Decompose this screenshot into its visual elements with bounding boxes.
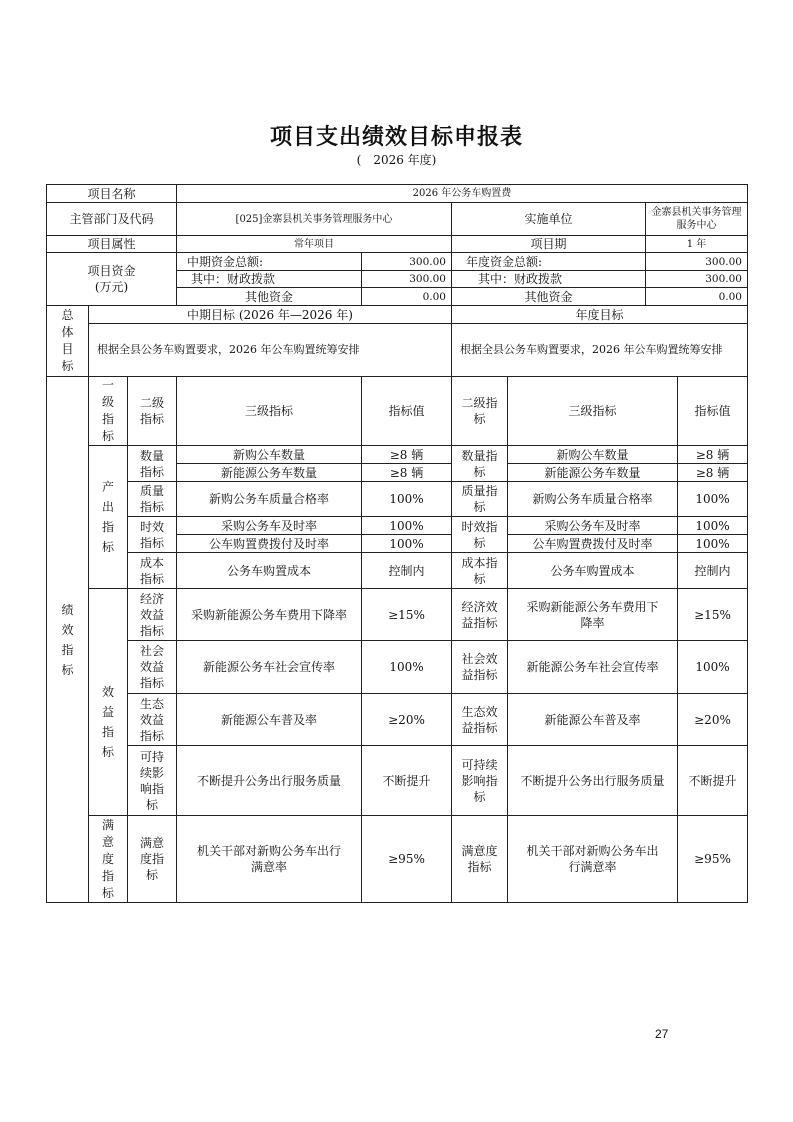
year-fiscal-label: 其中：财政拨款 [452,271,646,288]
ecological-l3: 新能源公车普及率 [177,694,362,746]
header-value-right: 指标值 [678,377,748,446]
economic-v: ≥15% [362,589,452,641]
goals-label [47,306,89,377]
mid-other-label: 其他资金 [177,288,362,306]
mid-fiscal-label: 其中：财政拨款 [177,271,362,288]
header-level1 [89,377,128,446]
satisfaction-l2 [128,816,177,903]
sustainable-vr: 不断提升 [678,746,748,816]
header-level3-right: 三级指标 [508,377,678,446]
economic-l3r [508,589,678,641]
ecological-l2-text: 生态效益指标 [139,696,164,743]
year-fiscal-value: 300.00 [646,271,748,288]
page-number: 27 [655,1027,669,1041]
mid-total-label: 中期资金总额: [177,253,362,271]
social-l2 [128,641,177,694]
quantity-l3-2: 新能源公务车数量 [177,464,362,482]
mid-goal-text: 根据全县公务车购置要求，2026 年公车购置统筹安排 [89,324,452,377]
quantity-vr-2: ≥8 辆 [678,464,748,482]
timeliness-l3r-2: 公车购置费拨付及时率 [508,535,678,553]
year-other-label: 其他资金 [452,288,646,306]
dept-label: 主管部门及代码 [47,203,177,236]
quantity-l3-1: 新购公车数量 [177,446,362,464]
quality-l2-right [452,482,508,517]
satisfaction-l3-text: 机关干部对新购公务车出行满意率 [196,844,341,874]
quality-l2 [128,482,177,517]
economic-l2-text: 经济效益指标 [139,591,164,638]
timeliness-v-1: 100% [362,517,452,535]
header-level3: 三级指标 [177,377,362,446]
quantity-l2-text: 数量指标 [139,448,164,479]
ecological-vr: ≥20% [678,694,748,746]
attr-value: 常年项目 [177,236,452,253]
attr-label: 项目属性 [47,236,177,253]
social-vr: 100% [678,641,748,694]
year-total-label: 年度资金总额: [452,253,646,271]
cost-l2-right-text: 成本指标 [461,555,498,586]
mid-total-value: 300.00 [362,253,452,271]
timeliness-l2 [128,517,177,553]
social-l3r: 新能源公务车社会宣传率 [508,641,678,694]
satisfaction-vr: ≥95% [678,816,748,903]
year-total-value: 300.00 [646,253,748,271]
quality-l2-right-text: 质量指标 [461,484,498,514]
sustainable-l3: 不断提升公务出行服务质量 [177,746,362,816]
year-other-value: 0.00 [646,288,748,306]
output-label [89,446,128,589]
social-l3: 新能源公务车社会宣传率 [177,641,362,694]
quality-l3r: 新购公务车质量合格率 [508,482,678,517]
cost-l2-text: 成本指标 [139,555,164,586]
fund-unit: (万元) [94,280,129,294]
benefit-label-text: 效益指标 [101,685,114,759]
fund-label-text: 项目资金 [87,264,136,278]
benefit-label [89,589,128,816]
satisfaction-l2-text: 满意度指标 [139,836,164,882]
sustainable-l2-right-text: 可持续影响指标 [461,757,498,804]
timeliness-l2-right [452,517,508,553]
social-l2-right [452,641,508,694]
quality-v: 100% [362,482,452,517]
header-value: 指标值 [362,377,452,446]
quality-l2-text: 质量指标 [139,484,164,514]
performance-table [46,184,748,903]
economic-vr: ≥15% [678,589,748,641]
ecological-l2-right-text: 生态效益指标 [461,704,498,735]
page-title: 项目支出绩效目标申报表 [269,125,523,150]
ecological-l2-right [452,694,508,746]
satisfaction-l2-right-text: 满意度指标 [461,844,498,874]
cost-l2 [128,553,177,589]
year-goal-text: 根据全县公务车购置要求，2026 年公车购置统筹安排 [452,324,748,377]
satisfaction-l3r-text: 机关干部对新购公务车出行满意率 [526,844,659,874]
satisfaction-l2-right [452,816,508,903]
satisfaction-label-text: 满意度指标 [101,817,114,900]
economic-l3 [177,589,362,641]
header-level1-text: 一级指标 [101,378,114,443]
timeliness-l3-2: 公车购置费拨付及时率 [177,535,362,553]
sustainable-l2-right [452,746,508,816]
satisfaction-l3r [508,816,678,903]
satisfaction-l3 [177,816,362,903]
impl-label: 实施单位 [452,203,646,236]
quantity-v-2: ≥8 辆 [362,464,452,482]
mid-other-value: 0.00 [362,288,452,306]
impl-value: 金寨县机关事务管理服务中心 [646,203,748,236]
period-value: 1 年 [646,236,748,253]
cost-l2-right [452,553,508,589]
satisfaction-v: ≥95% [362,816,452,903]
quality-l3: 新购公务车质量合格率 [177,482,362,517]
social-v: 100% [362,641,452,694]
cost-l3r: 公务车购置成本 [508,553,678,589]
header-level2-right [452,377,508,446]
project-name-value: 2026 年公务车购置费 [177,185,748,203]
sustainable-l2-text: 可持续影响指标 [139,749,164,812]
dept-value: [025]金寨县机关事务管理服务中心 [177,203,452,236]
ecological-l3r: 新能源公车普及率 [508,694,678,746]
quality-vr: 100% [678,482,748,517]
timeliness-l3-1: 采购公务车及时率 [177,517,362,535]
mid-goal-header: 中期目标 (2026 年—2026 年) [89,306,452,324]
sustainable-l2 [128,746,177,816]
header-level2 [128,377,177,446]
quantity-l3r-1: 新购公车数量 [508,446,678,464]
cost-vr: 控制内 [678,553,748,589]
cost-v: 控制内 [362,553,452,589]
ecological-l2 [128,694,177,746]
economic-l2-right [452,589,508,641]
ecological-v: ≥20% [362,694,452,746]
indicators-label [47,377,89,903]
header-level2-right-text: 二级指标 [461,396,498,426]
satisfaction-label [89,816,128,903]
quantity-l2-right-text: 数量指标 [461,448,498,479]
timeliness-vr-1: 100% [678,517,748,535]
sustainable-l3r-text: 不断提升公务出行服务质量 [520,773,665,788]
economic-l3-text: 采购新能源公务车费用下降率 [190,607,347,622]
sustainable-v: 不断提升 [362,746,452,816]
timeliness-vr-2: 100% [678,535,748,553]
economic-l2 [128,589,177,641]
quantity-vr-1: ≥8 辆 [678,446,748,464]
header-level2-text: 二级指标 [139,396,164,426]
period-label: 项目期 [452,236,646,253]
timeliness-v-2: 100% [362,535,452,553]
quantity-l2 [128,446,177,482]
page-subtitle: ( 2026 年度) [356,153,437,167]
economic-l3r-text: 采购新能源公务车费用下降率 [526,599,659,630]
project-name-label: 项目名称 [47,185,177,203]
quantity-l2-right [452,446,508,482]
social-l2-text: 社会效益指标 [139,644,164,690]
quantity-v-1: ≥8 辆 [362,446,452,464]
output-label-text: 产出指标 [101,480,114,554]
economic-l2-right-text: 经济效益指标 [461,599,498,630]
indicators-label-text: 绩效指标 [61,602,74,677]
sustainable-l3r [508,746,678,816]
quantity-l3r-2: 新能源公务车数量 [508,464,678,482]
cost-l3: 公务车购置成本 [177,553,362,589]
year-goal-header: 年度目标 [452,306,748,324]
timeliness-l2-text: 时效指标 [139,519,164,550]
mid-fiscal-value: 300.00 [362,271,452,288]
timeliness-l3r-1: 采购公务车及时率 [508,517,678,535]
social-l2-right-text: 社会效益指标 [461,652,498,682]
goals-label-text: 总体目标 [61,308,74,373]
fund-label [47,253,177,306]
timeliness-l2-right-text: 时效指标 [461,519,498,550]
